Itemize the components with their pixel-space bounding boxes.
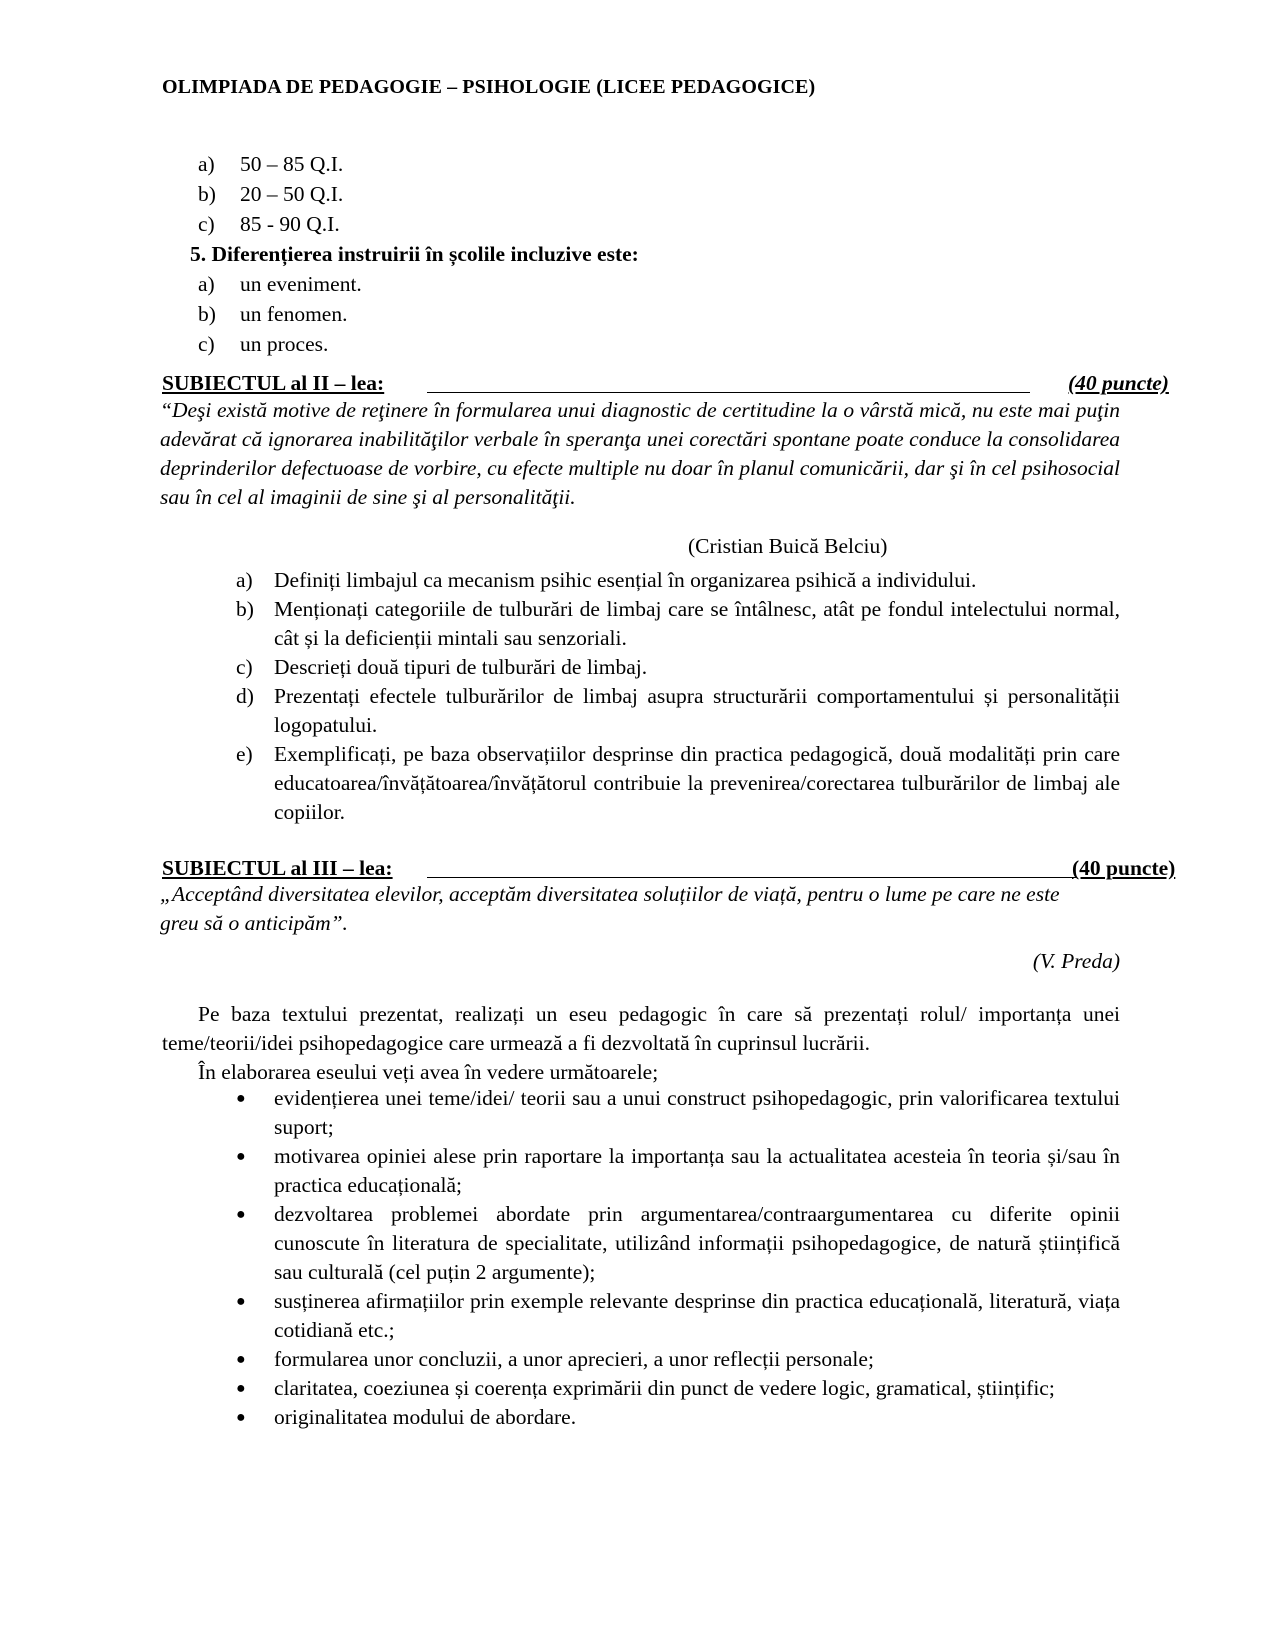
subject-3-quote <box>160 880 1080 938</box>
option-label: b) <box>198 302 216 326</box>
instructions-paragraph: Pe baza textului prezentat, realizați un eseu pedagogic în care să prezentați rolul/ importanța unei teme/teorii/idei psihopedagogice care urmează a fi dezvoltată în cuprinsul lucrării. <box>162 1002 1120 1055</box>
bullet-icon: ● <box>236 1293 246 1310</box>
criterion-text: claritatea, coeziunea și coerența exprimării din punct de vedere logic, gramatical, științific; <box>274 1376 1055 1400</box>
task-text: Exemplificați, pe baza observațiilor desprinse din practica pedagogică, două modalități prin care educatoarea/învățătoarea/învățătorul contribuie la prevenirea/corectarea tulburărilor de limbaj ale copiilor. <box>274 742 1120 824</box>
subject-2-points: (40 puncte) <box>1068 371 1169 395</box>
criterion-text: formularea unor concluzii, a unor aprecieri, a unor reflecții personale; <box>274 1347 874 1371</box>
question-5-title: 5. Diferențierea instruirii în școlile incluzive este: <box>190 242 639 266</box>
task-item <box>236 740 1120 827</box>
instructions-lead: În elaborarea eseului veți avea în vedere următoarele; <box>198 1060 659 1084</box>
task-item <box>236 566 1120 595</box>
option-label: b) <box>198 182 216 206</box>
option-label: a) <box>198 152 215 176</box>
option-label: c) <box>198 332 215 356</box>
bullet-icon: ● <box>236 1148 246 1165</box>
subject-2-quote <box>160 396 1120 512</box>
bullet-icon: ● <box>236 1206 246 1223</box>
option-item <box>198 210 639 240</box>
option-item <box>198 150 639 180</box>
option-text: 85 - 90 Q.I. <box>240 212 340 236</box>
question-options-block <box>190 150 639 360</box>
task-text: Menționați categoriile de tulburări de limbaj care se întâlnesc, atât pe fondul intelectului normal, cât și la deficienții mintali sau senzoriali. <box>274 597 1120 650</box>
task-item <box>236 595 1120 653</box>
list-item <box>236 1403 1120 1432</box>
option-text: 20 – 50 Q.I. <box>240 182 344 206</box>
criterion-text: susținerea afirmațiilor prin exemple relevante desprinse din practica educațională, literatură, viața cotidiană etc.; <box>274 1289 1120 1342</box>
essay-instructions <box>162 1000 1120 1087</box>
task-item <box>236 653 1120 682</box>
option-label: c) <box>198 212 215 236</box>
task-text: Descrieți două tipuri de tulburări de limbaj. <box>274 655 648 679</box>
option-text: un fenomen. <box>240 302 348 326</box>
list-item <box>236 1200 1120 1287</box>
bullet-icon: ● <box>236 1351 246 1368</box>
task-label: c) <box>236 655 253 679</box>
task-label: a) <box>236 568 253 592</box>
list-item <box>236 1287 1120 1345</box>
task-text: Definiți limbajul ca mecanism psihic esențial în organizarea psihică a individului. <box>274 568 977 592</box>
option-label: a) <box>198 272 215 296</box>
bullet-icon: ● <box>236 1090 246 1107</box>
list-item <box>236 1345 1120 1374</box>
option-text: 50 – 85 Q.I. <box>240 152 344 176</box>
list-item <box>236 1084 1120 1142</box>
subject-3-title: SUBIECTUL al III – lea: <box>162 856 393 880</box>
option-item <box>198 180 639 210</box>
option-item <box>198 330 639 360</box>
quote-text: „Acceptând diversitatea elevilor, acceptăm diversitatea soluțiilor de viață, pentru o lume pe care ne este greu să o anticipăm”. <box>160 882 1060 935</box>
criterion-text: originalitatea modului de abordare. <box>274 1405 577 1429</box>
bullet-icon: ● <box>236 1380 246 1397</box>
criterion-text: evidențierea unei teme/idei/ teorii sau a unui construct psihopedagogic, prin valorificarea textului suport; <box>274 1086 1120 1139</box>
criterion-text: motivarea opiniei alese prin raportare la importanța sau la actualitatea acesteia în teoria și/sau în practica educațională; <box>274 1144 1120 1197</box>
quote-text: “Deşi există motive de reţinere în formularea unui diagnostic de certitudine la o vârstă mică, nu este mai puţin adevărat că ignorarea inabilităţilor verbale în speranţa unei corectări spontane poate conduce la consolidarea deprinderilor defectuoase de vorbire, cu efecte multiple nu doar în planul comunicării, dar şi în cel psihosocial sau în cel al imaginii de sine şi al personalităţii. <box>160 398 1120 509</box>
task-item <box>236 682 1120 740</box>
option-item <box>198 270 639 300</box>
task-label: b) <box>236 597 254 621</box>
page-header: OLIMPIADA DE PEDAGOGIE – PSIHOLOGIE (LICEE PEDAGOGICE) <box>162 76 816 98</box>
criterion-text: dezvoltarea problemei abordate prin argumentarea/contraargumentarea cu diferite opinii cunoscute în literatura de specialitate, utilizând informații psihopedagogice, de natură științifică sau culturală (cel puțin 2 argumente); <box>274 1202 1120 1284</box>
subject-3-points: (40 puncte) <box>1072 856 1176 880</box>
subject-2-heading <box>162 369 1169 399</box>
list-item <box>236 1374 1120 1403</box>
subject-2-tasks <box>236 566 1120 827</box>
heading-rule <box>427 392 1030 393</box>
task-label: e) <box>236 742 253 766</box>
bullet-icon: ● <box>236 1409 246 1426</box>
task-text: Prezentați efectele tulburărilor de limbaj asupra structurării comportamentului și personalității logopatului. <box>274 684 1120 737</box>
subject-2-author: (Cristian Buică Belciu) <box>688 534 888 558</box>
list-item <box>236 1142 1120 1200</box>
subject-3-author: (V. Preda) <box>1032 949 1120 973</box>
option-text: un eveniment. <box>240 272 362 296</box>
option-text: un proces. <box>240 332 329 356</box>
subject-2-title: SUBIECTUL al II – lea: <box>162 371 385 395</box>
heading-rule <box>427 877 1077 878</box>
essay-criteria-list <box>236 1084 1120 1432</box>
task-label: d) <box>236 684 254 708</box>
option-item <box>198 300 639 330</box>
